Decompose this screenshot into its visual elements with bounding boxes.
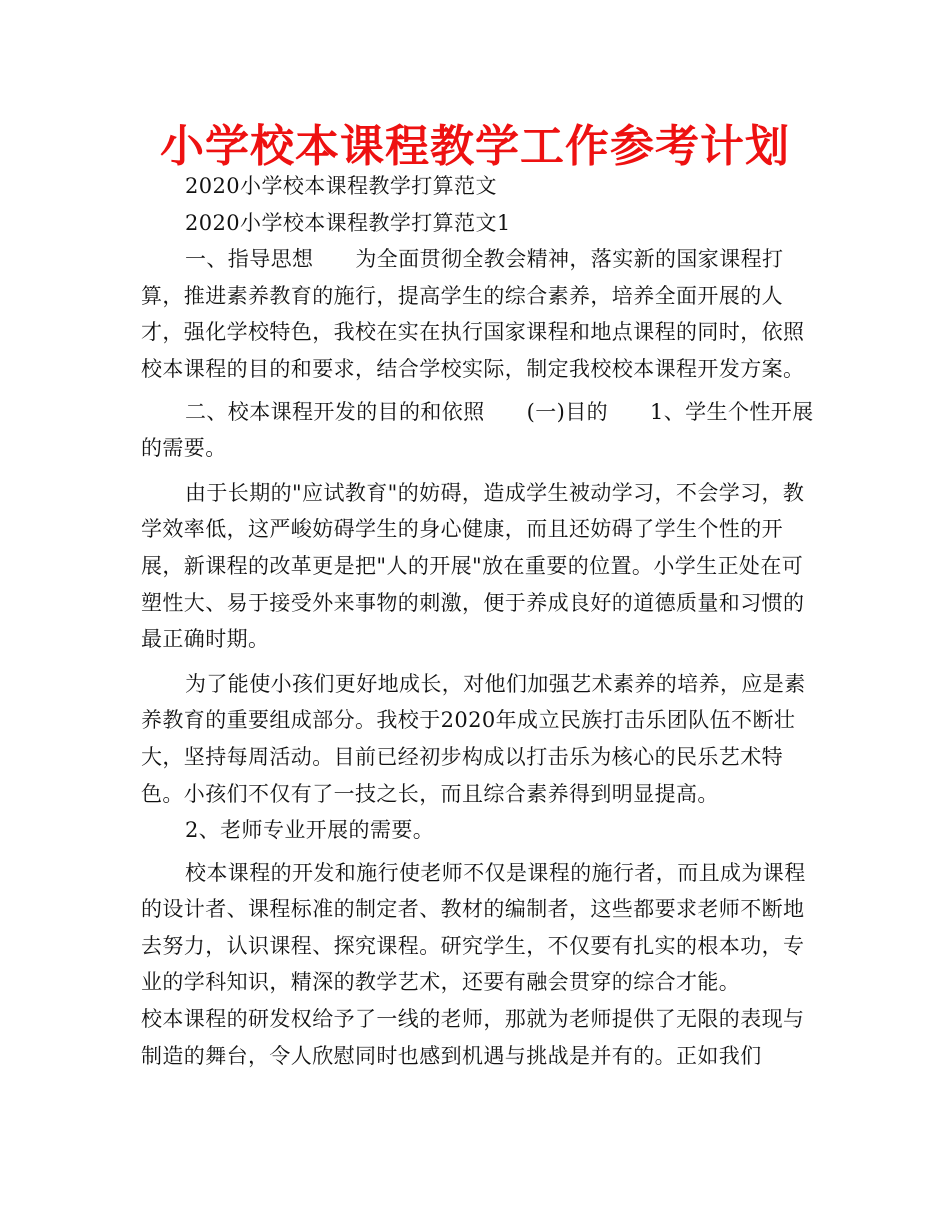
- paragraph-curriculum-design: 校本课程的开发和施行使老师不仅是课程的施行者，而且成为课程的设计者、课程标准的制定者、教材的编制者，这些都要求老师不断地去努力，认识课程、探究课程。研究学生，不仅要有扎实的根本功，专业的学科知识，精深的教学艺术，还要有融会贯穿的综合才能。: [141, 860, 806, 995]
- paragraph-guiding-thought: [141, 241, 821, 387]
- paragraph-teacher-development: 2、老师专业开展的需要。: [185, 818, 435, 843]
- paragraph-purpose: [141, 394, 821, 467]
- paragraph-guiding-thought-text: 为全面贯彻全教会精神，落实新的国家课程打算，推进素养教育的施行，提高学生的综合素养，培养全面开展的人才，强化学校特色，我校在实在执行国家课程和地点课程的同时，依照校本课程的目的和要求，结合学校实际，制定我校校本课程开发方案。: [141, 247, 805, 381]
- subsection-heading-purpose: (一)目的: [526, 399, 608, 424]
- section-heading-guiding-thought: 一、指导思想: [185, 247, 314, 272]
- section-heading-purpose: 二、校本课程开发的目的和依照: [185, 399, 485, 424]
- paragraph-subtitle: 2020小学校本课程教学打算范文: [185, 174, 497, 198]
- document-title: 小学校本课程教学工作参考计划: [160, 121, 790, 172]
- paragraph-art-education: 为了能使小孩们更好地成长，对他们加强艺术素养的培养，应是素养教育的重要组成部分。我校于2020年成立民族打击乐团队伍不断壮大，坚持每周活动。目前已经初步构成以打击乐为核心的民乐艺术特色。小孩们不仅有了一技之长，而且综合素养得到明显提高。: [141, 671, 806, 806]
- paragraph-exam-education: 由于长期的"应试教育"的妨碍，造成学生被动学习，不会学习，教学效率低，这严峻妨碍学生的身心健康，而且还妨碍了学生个性的开展，新课程的改革更是把"人的开展"放在重要的位置。小学生正处在可塑性大、易于接受外来事物的刺激，便于养成良好的道德质量和习惯的最正确时期。: [141, 480, 805, 652]
- document-body: [141, 168, 821, 1074]
- paragraph-research-rights: 校本课程的研发权给予了一线的老师，那就为老师提供了无限的表现与制造的舞台，令人欣慰同时也感到机遇与挑战是并有的。正如我们: [141, 1007, 805, 1068]
- paragraph-purpose-text: 1、学生个性开展的需要。: [141, 399, 814, 461]
- paragraph-subtitle-1: 2020小学校本课程教学打算范文1: [185, 210, 511, 235]
